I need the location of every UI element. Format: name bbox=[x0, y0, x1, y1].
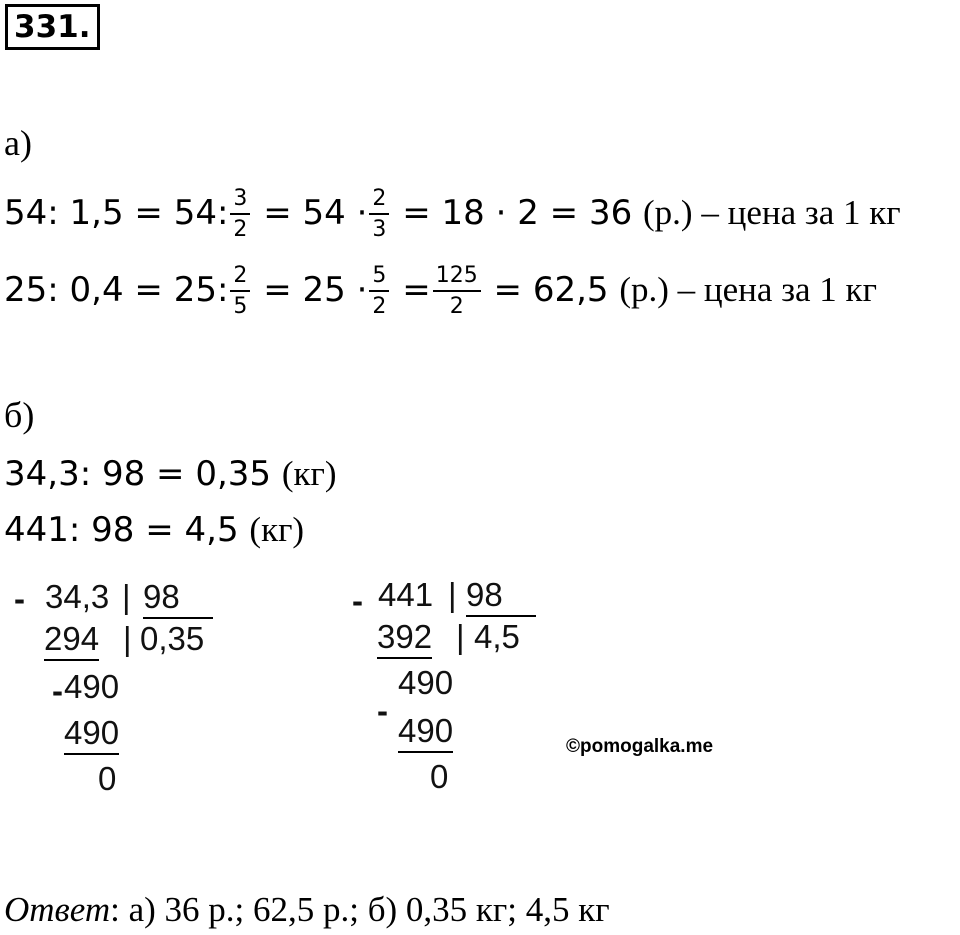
b2-unit: (кг) bbox=[249, 510, 305, 549]
div2-bar-2: | bbox=[456, 618, 465, 655]
answer-text: : а) 36 р.; 62,5 р.; б) 0,35 кг; 4,5 кг bbox=[110, 890, 610, 929]
div2-bar-1: | bbox=[448, 576, 457, 613]
div2-quotient: 4,5 bbox=[474, 618, 520, 655]
answer-line bbox=[4, 890, 610, 930]
a1-f2-num: 2 bbox=[369, 188, 389, 215]
div1-subtrahend-2: 490 bbox=[64, 714, 119, 755]
div1-remainder-1: 490 bbox=[64, 668, 120, 705]
div1-bar-2: | bbox=[123, 620, 132, 657]
a2-f3-den: 2 bbox=[449, 294, 464, 319]
a2-fraction-3 bbox=[433, 265, 481, 318]
div1-minus-1: - bbox=[14, 580, 25, 617]
a1-f2-den: 3 bbox=[372, 217, 387, 242]
div2-remainder-2: 0 bbox=[430, 758, 449, 795]
div1-bar-1: | bbox=[122, 578, 131, 615]
a2-eq: = bbox=[402, 270, 431, 310]
a2-fraction-1 bbox=[230, 265, 250, 318]
a2-f1-den: 5 bbox=[233, 294, 248, 319]
b1-unit: (кг) bbox=[281, 454, 337, 493]
part-a-line-1 bbox=[4, 186, 901, 242]
div2-subtrahend-2: 490 bbox=[398, 712, 453, 753]
a1-suffix: (р.) – цена за 1 кг bbox=[643, 193, 901, 232]
problem-number-text: 331. bbox=[14, 9, 91, 45]
div1-dividend: 34,3 bbox=[45, 578, 110, 615]
part-b-label: б) bbox=[4, 395, 35, 435]
b1-expr: 34,3: 98 = 0,35 bbox=[4, 454, 272, 494]
a2-f3-num: 125 bbox=[433, 265, 481, 292]
div2-subtrahend-1: 392 bbox=[377, 618, 432, 659]
part-b-line-2 bbox=[4, 508, 304, 552]
div2-minus-1: - bbox=[352, 582, 363, 619]
a1-fraction-2 bbox=[369, 188, 389, 241]
div2-remainder-1: 490 bbox=[398, 664, 454, 701]
a1-f1-num: 3 bbox=[230, 188, 250, 215]
a2-f1-num: 2 bbox=[230, 265, 250, 292]
a2-left: 25: 0,4 = 25: bbox=[4, 270, 229, 310]
div1-subtrahend-1: 294 bbox=[44, 620, 99, 661]
part-a-line-2 bbox=[4, 263, 877, 319]
a1-mid: = 54 · bbox=[263, 193, 368, 233]
a2-suffix: (р.) – цена за 1 кг bbox=[619, 270, 877, 309]
a2-f2-num: 5 bbox=[369, 265, 389, 292]
div1-divisor: 98 bbox=[143, 578, 213, 619]
a1-f1-den: 2 bbox=[233, 217, 248, 242]
a2-mid: = 25 · bbox=[263, 270, 368, 310]
answer-label: Ответ bbox=[4, 890, 111, 929]
div1-remainder-2: 0 bbox=[98, 760, 117, 797]
problem-number bbox=[5, 4, 100, 50]
a2-right: = 62,5 bbox=[493, 270, 609, 310]
a1-right: = 18 · 2 = 36 bbox=[402, 193, 633, 233]
b2-expr: 441: 98 = 4,5 bbox=[4, 510, 239, 550]
div1-quotient: 0,35 bbox=[140, 620, 205, 657]
div2-divisor: 98 bbox=[466, 576, 536, 617]
watermark: ©pomogalka.me bbox=[566, 736, 714, 757]
a1-left: 54: 1,5 = 54: bbox=[4, 193, 229, 233]
div2-minus-2: - bbox=[377, 692, 388, 729]
a2-f2-den: 2 bbox=[372, 294, 387, 319]
div1-minus-2: - bbox=[52, 672, 63, 709]
div2-dividend: 441 bbox=[378, 576, 434, 613]
part-a-label: а) bbox=[4, 123, 32, 163]
a2-fraction-2 bbox=[369, 265, 389, 318]
part-b-line-1 bbox=[4, 452, 337, 496]
a1-fraction-1 bbox=[230, 188, 250, 241]
